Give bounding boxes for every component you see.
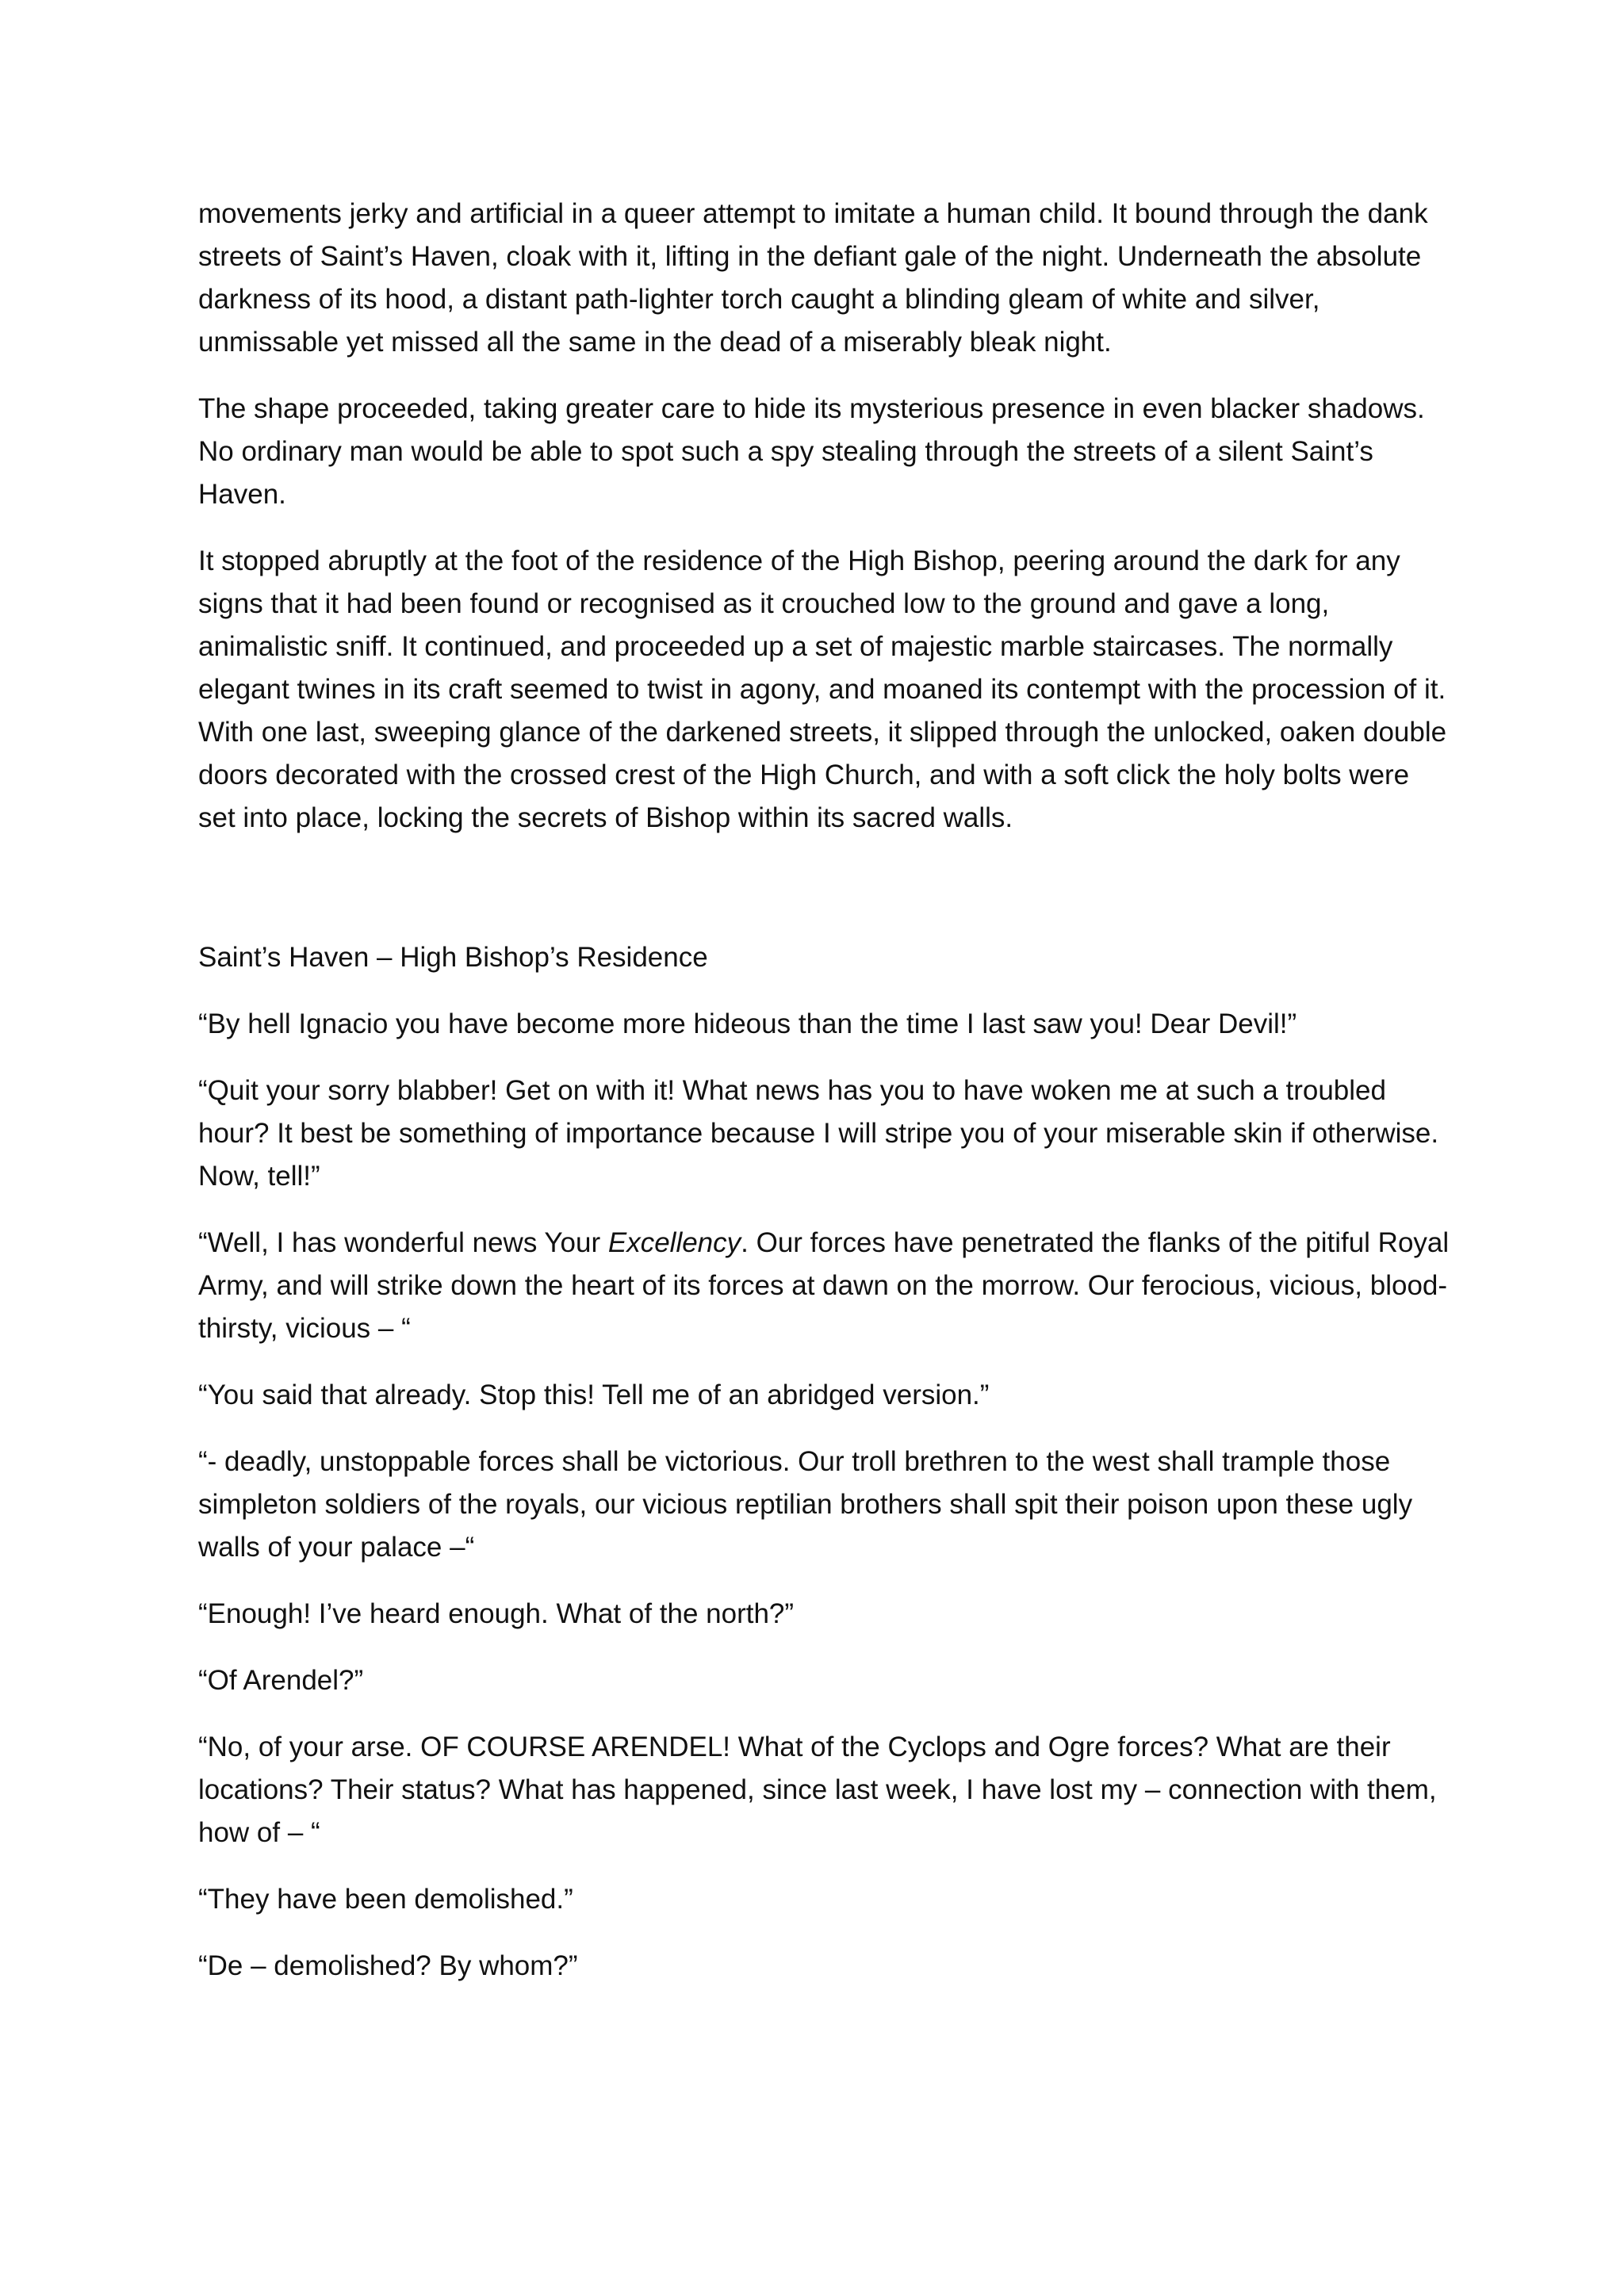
dialogue-2: “Quit your sorry blabber! Get on with it! What news has you to have woken me at such a troubled hour? It best be something of importance because I will stripe you of your miserable skin if otherwise. Now, tell!” [198,1075,1439,1192]
dialogue-7: “Of Arendel?” [198,1665,364,1696]
dialogue-9: “They have been demolished.” [198,1884,573,1915]
dialogue-6: “Enough! I’ve heard enough. What of the north?” [198,1598,795,1629]
paragraph-3: It stopped abruptly at the foot of the residence of the High Bishop, peering around the dark for any signs that it had been found or recognised as it crouched low to the ground and gave a long, animalistic sniff. It continued, and proceeded up a set of majestic marble staircases. The normally elegant twines in its craft seemed to twist in agony, and moaned its contempt with the procession of it. With one last, sweeping glance of the darkened streets, it slipped through the unlocked, oaken double doors decorated with the crossed crest of the High Church, and with a soft click the holy bolts were set into place, locking the secrets of Bishop within its sacred walls. [198,545,1447,833]
dialogue-3-end: . Our forces have penetrated the flanks of the pitiful Royal Army, and will strike down the heart of its forces at dawn on the morrow. Our ferocious, vicious, blood-thirsty, vicious – “ [198,1227,1450,1344]
paragraph-1: movements jerky and artificial in a queer attempt to imitate a human child. It bound through the dank streets of Saint’s Haven, cloak with it, lifting in the defiant gale of the night. Underneath the absolute darkness of its hood, a distant path-lighter torch caught a blinding gleam of white and silver, unmissable yet missed all the same in the dead of a miserably bleak night. [198,198,1428,358]
dialogue-3-emphasis: Excellency [607,1227,741,1258]
dialogue-8: “No, of your arse. OF COURSE ARENDEL! What of the Cyclops and Ogre forces? What are their locations? Their status? What has happened, since last week, I have lost my – connection with them, how of – “ [198,1732,1437,1848]
scene-heading: Saint’s Haven – High Bishop’s Residence [198,942,708,973]
section-break [198,863,1451,936]
dialogue-10: “De – demolished? By whom?” [198,1950,578,1981]
dialogue-3-start: “Well, I has wonderful news Your [198,1227,608,1258]
dialogue-3 [198,1222,1451,1350]
document-page [198,193,1451,2011]
paragraph-2: The shape proceeded, taking greater care to hide its mysterious presence in even blacker shadows. No ordinary man would be able to spot such a spy stealing through the streets of a silent Saint’s Haven. [198,393,1425,510]
dialogue-4: “You said that already. Stop this! Tell me of an abridged version.” [198,1380,990,1410]
dialogue-1: “By hell Ignacio you have become more hideous than the time I last saw you! Dear Devil!” [198,1008,1297,1039]
dialogue-5: “- deadly, unstoppable forces shall be victorious. Our troll brethren to the west shall trample those simpleton soldiers of the royals, our vicious reptilian brothers shall spit their poison upon these ugly walls of your palace –“ [198,1446,1413,1563]
